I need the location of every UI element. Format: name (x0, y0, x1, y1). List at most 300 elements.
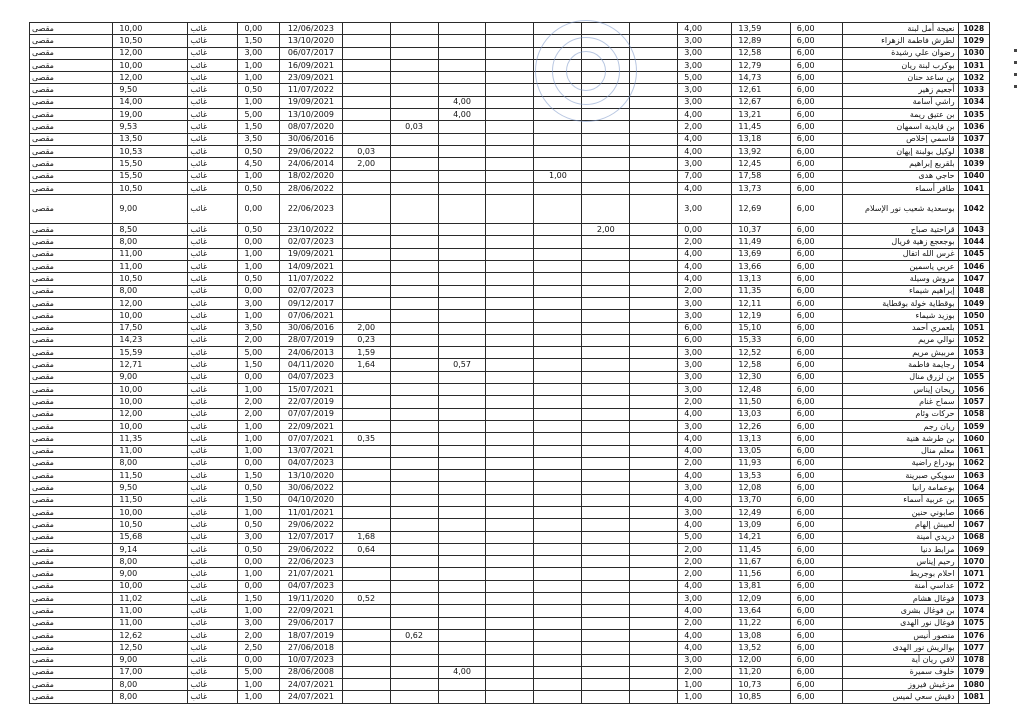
cell-status: مقصى (30, 506, 113, 518)
cell-number: 1055 (958, 371, 989, 383)
cell-extra-6 (582, 593, 630, 605)
table-row (30, 445, 990, 457)
table-row (30, 396, 990, 408)
cell-extra-6 (582, 236, 630, 248)
cell-seniority-score: 1,00 (238, 170, 280, 182)
cell-average: 12,67 (732, 96, 790, 108)
cell-extra-3 (438, 310, 486, 322)
cell-number: 1059 (958, 420, 989, 432)
cell-attendance: غائب (188, 568, 238, 580)
cell-extra-5 (534, 47, 582, 59)
cell-extra-4 (486, 121, 534, 133)
cell-date: 12/06/2023 (280, 23, 343, 35)
cell-points: 5,00 (678, 531, 732, 543)
cell-name: احلام بوجريط (842, 568, 958, 580)
cell-extra-3 (438, 470, 486, 482)
table-row (30, 359, 990, 371)
cell-extra-5 (534, 182, 582, 194)
cell-extra-6 (582, 433, 630, 445)
cell-extra-3 (438, 654, 486, 666)
table-row (30, 170, 990, 182)
cell-extra-4 (486, 654, 534, 666)
cell-coefficient: 6,00 (790, 23, 842, 35)
cell-extra-7 (630, 195, 678, 224)
cell-name: عربي ياسمين (842, 261, 958, 273)
cell-date: 29/06/2022 (280, 519, 343, 531)
cell-attendance: غائب (188, 666, 238, 678)
cell-seniority-score: 2,50 (238, 642, 280, 654)
cell-extra-6 (582, 629, 630, 641)
cell-extra-6 (582, 531, 630, 543)
cell-points: 3,00 (678, 96, 732, 108)
cell-date: 30/06/2016 (280, 133, 343, 145)
cell-number: 1054 (958, 359, 989, 371)
cell-number: 1079 (958, 666, 989, 678)
cell-extra-4 (486, 470, 534, 482)
cell-extra-4 (486, 543, 534, 555)
cell-extra-5 (534, 470, 582, 482)
cell-extra-6 (582, 617, 630, 629)
cell-coefficient: 6,00 (790, 236, 842, 248)
cell-status: مقصى (30, 261, 113, 273)
cell-extra-6 (582, 322, 630, 334)
cell-extra-6 (582, 23, 630, 35)
cell-total-score: 9,50 (113, 482, 188, 494)
cell-status: مقصى (30, 457, 113, 469)
cell-extra-3 (438, 170, 486, 182)
cell-extra-5 (534, 593, 582, 605)
cell-extra-5 (534, 457, 582, 469)
cell-date: 28/06/2022 (280, 182, 343, 194)
cell-average: 13,05 (732, 445, 790, 457)
cell-extra-5 (534, 371, 582, 383)
cell-date: 11/07/2022 (280, 273, 343, 285)
cell-coefficient: 6,00 (790, 629, 842, 641)
cell-extra-2 (390, 347, 438, 359)
cell-extra-3 (438, 72, 486, 84)
table-row (30, 580, 990, 592)
cell-extra-6 (582, 543, 630, 555)
cell-points: 4,00 (678, 433, 732, 445)
cell-name: قاسمي إخلاص (842, 133, 958, 145)
cell-seniority-score: 5,00 (238, 347, 280, 359)
cell-extra-5 (534, 605, 582, 617)
cell-status: مقصى (30, 96, 113, 108)
cell-name: بوزيد شيماء (842, 310, 958, 322)
cell-extra-1 (342, 248, 390, 260)
cell-number: 1029 (958, 35, 989, 47)
cell-total-score: 10,00 (113, 506, 188, 518)
cell-seniority-score: 0,00 (238, 580, 280, 592)
cell-number: 1063 (958, 470, 989, 482)
cell-extra-5 (534, 310, 582, 322)
cell-coefficient: 6,00 (790, 568, 842, 580)
cell-total-score: 10,50 (113, 35, 188, 47)
table-row (30, 297, 990, 309)
cell-seniority-score: 1,50 (238, 470, 280, 482)
cell-name: نعيجة أمل لبنة (842, 23, 958, 35)
cell-coefficient: 6,00 (790, 47, 842, 59)
cell-extra-1 (342, 617, 390, 629)
cell-extra-6 (582, 470, 630, 482)
cell-name: لوكيل بولبنة إيهان (842, 145, 958, 157)
cell-date: 04/10/2020 (280, 494, 343, 506)
cell-extra-7 (630, 408, 678, 420)
cell-extra-5 (534, 359, 582, 371)
cell-number: 1069 (958, 543, 989, 555)
cell-attendance: غائب (188, 23, 238, 35)
cell-extra-7 (630, 334, 678, 346)
cell-number: 1035 (958, 109, 989, 121)
cell-coefficient: 6,00 (790, 482, 842, 494)
cell-status: مقصى (30, 109, 113, 121)
table-row (30, 59, 990, 71)
cell-total-score: 10,00 (113, 384, 188, 396)
cell-coefficient: 6,00 (790, 617, 842, 629)
cell-attendance: غائب (188, 642, 238, 654)
cell-extra-6: 2,00 (582, 224, 630, 236)
table-row (30, 617, 990, 629)
table-row (30, 322, 990, 334)
cell-total-score: 9,00 (113, 654, 188, 666)
cell-seniority-score: 0,00 (238, 654, 280, 666)
cell-points: 0,00 (678, 224, 732, 236)
cell-name: صابوني حنين (842, 506, 958, 518)
cell-seniority-score: 1,00 (238, 420, 280, 432)
cell-extra-2 (390, 494, 438, 506)
cell-attendance: غائب (188, 556, 238, 568)
cell-number: 1051 (958, 322, 989, 334)
cell-extra-3: 0,57 (438, 359, 486, 371)
cell-points: 4,00 (678, 109, 732, 121)
cell-number: 1037 (958, 133, 989, 145)
cell-total-score: 8,00 (113, 679, 188, 691)
cell-extra-2 (390, 236, 438, 248)
cell-extra-5 (534, 96, 582, 108)
cell-extra-1 (342, 261, 390, 273)
cell-average: 12,19 (732, 310, 790, 322)
cell-number: 1042 (958, 195, 989, 224)
cell-extra-7 (630, 236, 678, 248)
cell-number: 1045 (958, 248, 989, 260)
table-row (30, 84, 990, 96)
cell-average: 12,69 (732, 195, 790, 224)
cell-points: 2,00 (678, 285, 732, 297)
cell-points: 7,00 (678, 170, 732, 182)
cell-number: 1073 (958, 593, 989, 605)
cell-points: 3,00 (678, 195, 732, 224)
table-row (30, 47, 990, 59)
cell-average: 11,49 (732, 236, 790, 248)
cell-extra-2 (390, 334, 438, 346)
cell-status: مقصى (30, 396, 113, 408)
cell-extra-3 (438, 84, 486, 96)
cell-extra-5 (534, 59, 582, 71)
cell-name: لافي ريان أية (842, 654, 958, 666)
cell-average: 13,03 (732, 408, 790, 420)
cell-extra-4 (486, 605, 534, 617)
cell-name: مزغيش فيروز (842, 679, 958, 691)
cell-status: مقصى (30, 195, 113, 224)
cell-extra-1 (342, 47, 390, 59)
cell-extra-1: 1,64 (342, 359, 390, 371)
candidates-table (29, 22, 990, 704)
cell-coefficient: 6,00 (790, 605, 842, 617)
cell-extra-1 (342, 182, 390, 194)
cell-total-score: 15,59 (113, 347, 188, 359)
cell-extra-3 (438, 121, 486, 133)
cell-extra-3 (438, 261, 486, 273)
cell-number: 1066 (958, 506, 989, 518)
cell-total-score: 11,00 (113, 261, 188, 273)
cell-name: دريدي أمينة (842, 531, 958, 543)
cell-name: بن قايدية اسمهان (842, 121, 958, 133)
cell-coefficient: 6,00 (790, 109, 842, 121)
cell-average: 13,13 (732, 433, 790, 445)
cell-extra-3 (438, 322, 486, 334)
cell-points: 2,00 (678, 457, 732, 469)
cell-extra-4 (486, 457, 534, 469)
cell-extra-7 (630, 580, 678, 592)
cell-coefficient: 6,00 (790, 273, 842, 285)
cell-date: 19/11/2020 (280, 593, 343, 605)
cell-extra-2 (390, 384, 438, 396)
cell-status: مقصى (30, 248, 113, 260)
cell-total-score: 12,00 (113, 408, 188, 420)
cell-extra-3: 4,00 (438, 96, 486, 108)
cell-name: قراحتية صباح (842, 224, 958, 236)
table-row (30, 273, 990, 285)
cell-extra-4 (486, 359, 534, 371)
cell-coefficient: 6,00 (790, 96, 842, 108)
cell-extra-1 (342, 310, 390, 322)
cell-number: 1074 (958, 605, 989, 617)
cell-status: مقصى (30, 285, 113, 297)
cell-extra-5 (534, 617, 582, 629)
cell-coefficient: 6,00 (790, 158, 842, 170)
cell-status: مقصى (30, 408, 113, 420)
cell-attendance: غائب (188, 494, 238, 506)
cell-extra-4 (486, 556, 534, 568)
cell-seniority-score: 1,00 (238, 59, 280, 71)
cell-extra-1 (342, 72, 390, 84)
cell-seniority-score: 1,50 (238, 593, 280, 605)
cell-name: رحيم إيناس (842, 556, 958, 568)
cell-date: 22/09/2021 (280, 420, 343, 432)
cell-extra-4 (486, 580, 534, 592)
cell-extra-6 (582, 420, 630, 432)
cell-name: بودراع راضية (842, 457, 958, 469)
cell-extra-7 (630, 482, 678, 494)
cell-date: 22/09/2021 (280, 605, 343, 617)
cell-average: 13,70 (732, 494, 790, 506)
cell-extra-5 (534, 543, 582, 555)
table-row (30, 121, 990, 133)
cell-points: 4,00 (678, 23, 732, 35)
cell-total-score: 10,00 (113, 310, 188, 322)
cell-total-score: 8,00 (113, 285, 188, 297)
cell-extra-7 (630, 322, 678, 334)
cell-extra-2: 0,03 (390, 121, 438, 133)
cell-status: مقصى (30, 543, 113, 555)
cell-date: 24/07/2021 (280, 691, 343, 703)
cell-average: 14,73 (732, 72, 790, 84)
cell-extra-1 (342, 23, 390, 35)
cell-extra-3: 4,00 (438, 109, 486, 121)
cell-points: 2,00 (678, 666, 732, 678)
cell-coefficient: 6,00 (790, 654, 842, 666)
cell-points: 4,00 (678, 470, 732, 482)
cell-extra-7 (630, 182, 678, 194)
table-row (30, 236, 990, 248)
table-row (30, 679, 990, 691)
cell-extra-6 (582, 445, 630, 457)
cell-status: مقصى (30, 236, 113, 248)
cell-date: 07/07/2019 (280, 408, 343, 420)
cell-extra-7 (630, 494, 678, 506)
cell-points: 4,00 (678, 133, 732, 145)
cell-name: لطرش فاطمة الزهراء (842, 35, 958, 47)
cell-coefficient: 6,00 (790, 84, 842, 96)
cell-date: 23/10/2022 (280, 224, 343, 236)
cell-total-score: 17,00 (113, 666, 188, 678)
cell-extra-4 (486, 47, 534, 59)
cell-seniority-score: 1,00 (238, 445, 280, 457)
cell-extra-3 (438, 133, 486, 145)
cell-extra-2 (390, 182, 438, 194)
cell-seniority-score: 0,50 (238, 273, 280, 285)
cell-extra-1 (342, 371, 390, 383)
table-row (30, 506, 990, 518)
cell-points: 4,00 (678, 273, 732, 285)
cell-coefficient: 6,00 (790, 248, 842, 260)
cell-number: 1070 (958, 556, 989, 568)
cell-extra-6 (582, 310, 630, 322)
cell-extra-7 (630, 72, 678, 84)
cell-extra-4 (486, 642, 534, 654)
cell-points: 3,00 (678, 593, 732, 605)
cell-date: 09/12/2017 (280, 297, 343, 309)
cell-attendance: غائب (188, 506, 238, 518)
cell-coefficient: 6,00 (790, 580, 842, 592)
cell-coefficient: 6,00 (790, 35, 842, 47)
cell-number: 1046 (958, 261, 989, 273)
cell-extra-5 (534, 482, 582, 494)
cell-date: 28/06/2008 (280, 666, 343, 678)
cell-points: 3,00 (678, 506, 732, 518)
cell-extra-6 (582, 109, 630, 121)
cell-extra-7 (630, 359, 678, 371)
cell-extra-6 (582, 133, 630, 145)
cell-extra-2 (390, 248, 438, 260)
cell-extra-7 (630, 371, 678, 383)
cell-extra-6 (582, 457, 630, 469)
cell-name: غرس الله اتفال (842, 248, 958, 260)
table-row (30, 482, 990, 494)
cell-extra-3 (438, 642, 486, 654)
cell-extra-2 (390, 531, 438, 543)
cell-points: 5,00 (678, 72, 732, 84)
cell-attendance: غائب (188, 679, 238, 691)
cell-coefficient: 6,00 (790, 224, 842, 236)
cell-number: 1067 (958, 519, 989, 531)
cell-coefficient: 6,00 (790, 384, 842, 396)
cell-average: 14,21 (732, 531, 790, 543)
cell-extra-2 (390, 519, 438, 531)
cell-average: 11,20 (732, 666, 790, 678)
cell-name: بوالريش نور الهدى (842, 642, 958, 654)
cell-extra-3 (438, 420, 486, 432)
cell-extra-1 (342, 691, 390, 703)
cell-extra-7 (630, 433, 678, 445)
cell-status: مقصى (30, 494, 113, 506)
cell-attendance: غائب (188, 396, 238, 408)
cell-extra-3 (438, 23, 486, 35)
cell-extra-2 (390, 322, 438, 334)
cell-extra-3 (438, 482, 486, 494)
cell-total-score: 10,50 (113, 182, 188, 194)
cell-average: 13,21 (732, 109, 790, 121)
cell-attendance: غائب (188, 182, 238, 194)
cell-total-score: 11,50 (113, 494, 188, 506)
cell-extra-2 (390, 109, 438, 121)
cell-total-score: 10,00 (113, 23, 188, 35)
cell-extra-1 (342, 236, 390, 248)
cell-seniority-score: 1,50 (238, 359, 280, 371)
cell-extra-5 (534, 408, 582, 420)
cell-seniority-score: 2,00 (238, 629, 280, 641)
cell-extra-6 (582, 519, 630, 531)
cell-name: خلوف سميرة (842, 666, 958, 678)
cell-attendance: غائب (188, 84, 238, 96)
cell-average: 10,37 (732, 224, 790, 236)
cell-total-score: 11,00 (113, 445, 188, 457)
cell-extra-1 (342, 224, 390, 236)
cell-total-score: 9,00 (113, 371, 188, 383)
cell-coefficient: 6,00 (790, 420, 842, 432)
cell-extra-3 (438, 371, 486, 383)
cell-total-score: 11,35 (113, 433, 188, 445)
cell-extra-2 (390, 285, 438, 297)
cell-extra-1 (342, 445, 390, 457)
cell-extra-4 (486, 145, 534, 157)
cell-date: 13/07/2021 (280, 445, 343, 457)
cell-date: 29/06/2017 (280, 617, 343, 629)
cell-number: 1052 (958, 334, 989, 346)
cell-extra-2 (390, 654, 438, 666)
cell-name: بوعمامة رانيا (842, 482, 958, 494)
cell-extra-2 (390, 593, 438, 605)
cell-extra-4 (486, 506, 534, 518)
cell-extra-7 (630, 666, 678, 678)
cell-status: مقصى (30, 72, 113, 84)
cell-total-score: 12,71 (113, 359, 188, 371)
cell-extra-6 (582, 482, 630, 494)
cell-extra-5 (534, 195, 582, 224)
cell-name: ريان رجم (842, 420, 958, 432)
cell-average: 12,08 (732, 482, 790, 494)
cell-attendance: غائب (188, 605, 238, 617)
cell-seniority-score: 1,00 (238, 248, 280, 260)
cell-attendance: غائب (188, 531, 238, 543)
cell-extra-7 (630, 396, 678, 408)
cell-attendance: غائب (188, 297, 238, 309)
cell-points: 4,00 (678, 494, 732, 506)
cell-total-score: 10,50 (113, 273, 188, 285)
cell-status: مقصى (30, 322, 113, 334)
cell-total-score: 10,00 (113, 580, 188, 592)
cell-status: مقصى (30, 568, 113, 580)
